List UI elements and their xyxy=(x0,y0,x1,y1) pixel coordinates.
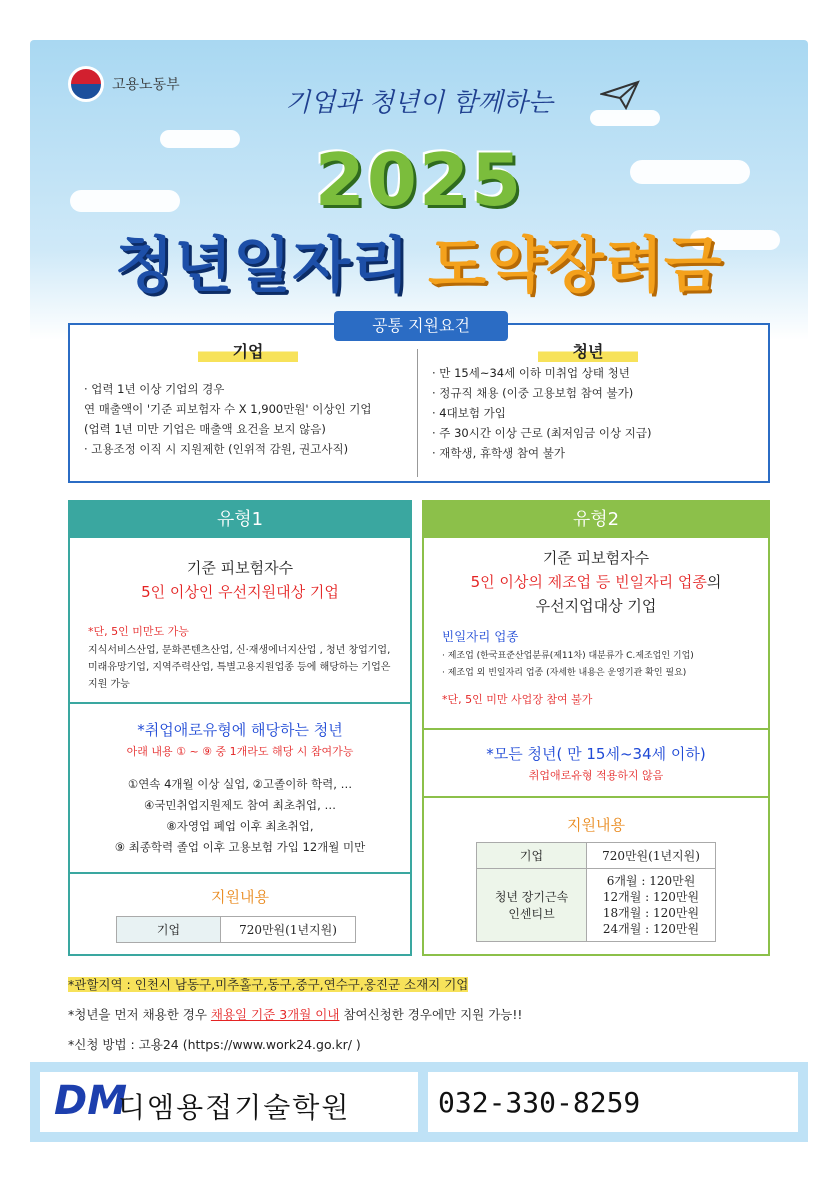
support-label-cell: 기업 xyxy=(117,917,221,943)
column-divider xyxy=(417,349,418,477)
youth-requirements xyxy=(432,363,651,463)
type2-vacancy xyxy=(442,626,762,710)
type2-heading: 유형2 xyxy=(424,502,768,538)
type1-divider xyxy=(70,702,410,704)
type1-exception-line: 지식서비스산업, 문화콘텐츠산업, 신·재생에너지산업 , 청년 창업기업, xyxy=(88,645,391,656)
notes xyxy=(68,970,770,1060)
type2-criteria-suffix: 의 xyxy=(706,573,722,591)
footer xyxy=(30,1062,808,1142)
type2-vacancy-line: · 제조업 외 빈일자리 업종 (자세한 내용은 운영기관 확인 필요) xyxy=(442,668,687,678)
type2-criteria-highlight: 5인 이상의 제조업 등 빈일자리 업종 xyxy=(470,573,707,591)
apply-note: *신청 방법 : 고용24 (https://www.work24.go.kr/ ) xyxy=(68,1037,361,1052)
type2-vacancy-line: · 제조업 (한국표준산업분류(제11차) 대분류가 C.제조업인 기업) xyxy=(442,651,694,661)
company-requirement-line: 연 매출액이 '기준 피보험자 수 X 1,900만원' 이상인 기업 xyxy=(84,402,372,416)
phone-number: 032-330-8259 xyxy=(438,1086,641,1119)
poster xyxy=(30,40,808,1142)
phone-box xyxy=(428,1072,798,1132)
youth-requirement-line: · 주 30시간 이상 근로 (최저임금 이상 지급) xyxy=(432,426,652,440)
youth-requirement-line: · 4대보험 가입 xyxy=(432,406,506,420)
type2-youth-title: *모든 청년( 만 15세~34세 이하) xyxy=(486,745,706,763)
title-part-1: 청년일자리 xyxy=(115,231,410,301)
type1-support-table xyxy=(116,916,356,943)
incentive-label-line: 청년 장기근속 xyxy=(494,890,569,904)
table-row xyxy=(477,843,716,869)
table-row xyxy=(477,869,716,942)
paper-plane-icon xyxy=(600,80,640,118)
type1-criteria-highlight: 5인 이상인 우선지원대상 기업 xyxy=(141,583,339,601)
incentive-value: 18개월 : 120만원 xyxy=(602,906,700,920)
company-requirement-line: · 업력 1년 이상 기업의 경우 xyxy=(84,382,225,396)
type2-youth-subtitle: 취업애로유형 적용하지 않음 xyxy=(528,769,664,782)
type1-divider xyxy=(70,872,410,874)
type1-youth-condition: ①연속 4개월 이상 실업, ②고졸이하 학력, … xyxy=(127,777,353,791)
youth-requirement-line: · 재학생, 휴학생 참여 불가 xyxy=(432,446,566,460)
support-label-cell xyxy=(477,869,587,942)
type1-support-heading: 지원내용 xyxy=(211,888,269,906)
type1-panel xyxy=(68,500,412,956)
type2-criteria xyxy=(424,546,768,618)
youth-heading: 청년 xyxy=(538,339,638,362)
poster-year: 2025 xyxy=(314,138,524,222)
title-part-2: 도약장려금 xyxy=(428,231,723,301)
youth-requirement-line: · 만 15세~34세 이하 미취업 상태 청년 xyxy=(432,366,630,380)
support-value-cell: 720만원(1년지원) xyxy=(587,843,716,869)
type1-youth-subtitle: 아래 내용 ① ~ ⑨ 중 1개라도 해당 시 참여가능 xyxy=(126,745,354,758)
type1-exception-line: 미래유망기업, 지역주력산업, 특별고용지원업종 등에 해당하는 기업은 xyxy=(88,662,391,673)
common-requirements-tag: 공통 지원요건 xyxy=(334,311,508,341)
incentive-value: 12개월 : 120만원 xyxy=(602,890,700,904)
ministry-name: 고용노동부 xyxy=(112,77,180,93)
incentive-value: 24개월 : 120만원 xyxy=(602,922,700,936)
poster-subtitle: 기업과 청년이 함께하는 xyxy=(285,88,553,118)
type1-exception xyxy=(88,622,398,693)
hire-note-highlight: 채용일 기준 3개월 이내 xyxy=(210,1007,340,1022)
type1-exception-line: 지원 가능 xyxy=(88,679,130,690)
type1-youth xyxy=(70,718,410,858)
type1-youth-condition: ④국민취업지원제도 참여 최초취업, … xyxy=(144,798,336,812)
type2-divider xyxy=(424,796,768,798)
type2-divider xyxy=(424,728,768,730)
company-requirement-line: · 고용조정 이직 시 지원제한 (인위적 감원, 권고사직) xyxy=(84,442,349,456)
type1-heading: 유형1 xyxy=(70,502,410,538)
type2-criteria-line: 기준 피보험자수 xyxy=(542,549,650,567)
header-banner xyxy=(30,40,808,340)
type2-vacancy-heading: 빈일자리 업종 xyxy=(442,629,519,644)
region-note: *관할지역 : 인천시 남동구,미추홀구,동구,중구,연수구,옹진군 소재지 기업 xyxy=(68,977,469,992)
company-heading: 기업 xyxy=(198,339,298,362)
support-value-cell xyxy=(587,869,716,942)
hire-note-text: *청년을 먼저 채용한 경우 xyxy=(68,1007,211,1022)
type2-support-heading: 지원내용 xyxy=(567,816,625,834)
type1-criteria xyxy=(70,556,410,604)
type2-youth xyxy=(424,742,768,786)
hire-note xyxy=(68,1000,770,1030)
support-value-cell: 720만원(1년지원) xyxy=(221,917,356,943)
hire-note-text: 참여신청한 경우에만 지원 가능!! xyxy=(339,1007,523,1022)
type2-panel xyxy=(422,500,770,956)
type1-criteria-line: 기준 피보험자수 xyxy=(186,559,294,577)
type1-exception-title: *단, 5인 미만도 가능 xyxy=(88,625,189,638)
company-requirement-line: (업력 1년 미만 기업은 매출액 요건을 보지 않음) xyxy=(84,422,326,436)
type1-youth-condition: ⑨ 최종학력 졸업 이후 고용보험 가입 12개월 미만 xyxy=(114,840,366,854)
incentive-value: 6개월 : 120만원 xyxy=(606,874,696,888)
poster-title xyxy=(30,218,808,304)
type2-exception-note: *단, 5인 미만 사업장 참여 불가 xyxy=(442,693,593,706)
support-label-cell: 기업 xyxy=(477,843,587,869)
youth-requirement-line: · 정규직 채용 (이중 고용보험 참여 불가) xyxy=(432,386,634,400)
common-requirements xyxy=(68,316,770,483)
type2-support-table xyxy=(476,842,716,942)
school-box xyxy=(40,1072,418,1132)
type1-youth-condition: ⑧자영업 폐업 이후 최초취업, xyxy=(166,819,314,833)
school-logo: DM xyxy=(54,1078,128,1124)
table-row xyxy=(117,917,356,943)
type2-criteria-line: 우선지업대상 기업 xyxy=(535,597,657,615)
company-requirements xyxy=(84,379,371,459)
school-name: 디엠용접기술학원 xyxy=(118,1091,351,1124)
type1-youth-title: *취업애로유형에 해당하는 청년 xyxy=(137,721,343,739)
incentive-label-line: 인센티브 xyxy=(508,907,555,921)
